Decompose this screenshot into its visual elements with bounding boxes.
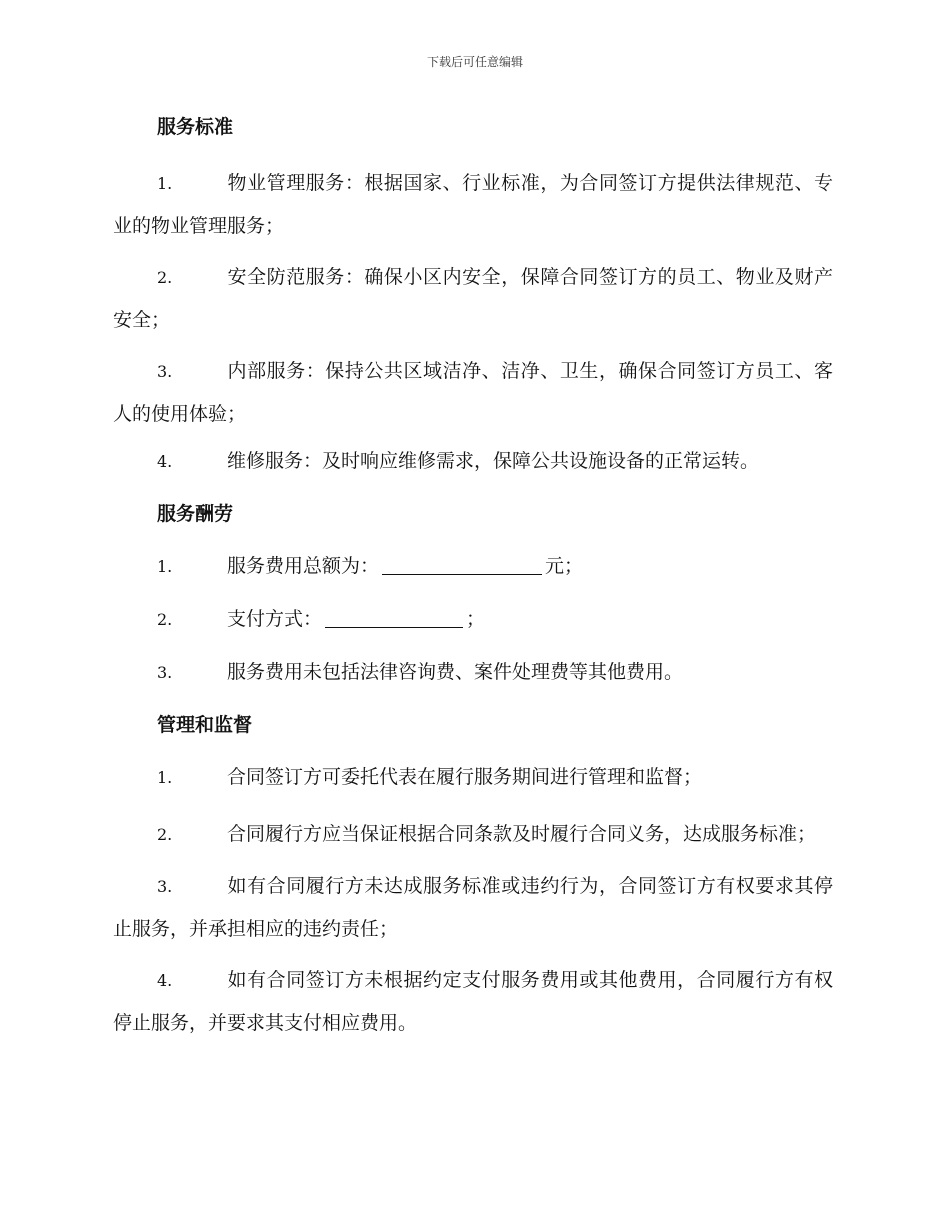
item-text: 合同履行方应当保证根据合同条款及时履行合同义务，达成服务标准； (227, 823, 817, 845)
list-item (113, 813, 833, 856)
fill-in-blank (382, 554, 542, 575)
item-number: 1. (157, 557, 173, 576)
list-item (113, 162, 833, 247)
list-item (113, 549, 833, 584)
document-body (113, 110, 833, 1053)
section-title: 服务酬劳 (157, 503, 234, 525)
item-number: 2. (157, 268, 173, 287)
item-text: 内部服务：保持公共区域洁净、洁净、卫生，确保合同签订方员工、客人的使用体验； (113, 360, 833, 425)
list-item (113, 959, 833, 1044)
section-title: 管理和监督 (157, 714, 253, 736)
item-number: 1. (157, 768, 173, 787)
item-text: 服务费用未包括法律咨询费、案件处理费等其他费用。 (227, 661, 684, 683)
item-number: 3. (157, 663, 173, 682)
list-item (113, 760, 833, 795)
list-item (113, 655, 833, 690)
list-item (113, 256, 833, 341)
item-text: 物业管理服务：根据国家、行业标准，为合同签订方提供法律规范、专业的物业管理服务； (113, 172, 833, 237)
item-text-suffix: 元； (545, 555, 584, 577)
item-number: 4. (157, 971, 173, 990)
item-text: 维修服务：及时响应维修需求，保障公共设施设备的正常运转。 (227, 450, 760, 472)
item-number: 3. (157, 362, 173, 381)
item-text: 服务费用总额为： (227, 555, 380, 577)
item-number: 1. (157, 174, 173, 193)
section-title: 服务标准 (157, 116, 234, 138)
item-number: 4. (157, 452, 173, 471)
fill-in-blank (325, 607, 463, 628)
item-text: 如有合同履行方未达成服务标准或违约行为，合同签订方有权要求其停止服务，并承担相应的违约责任； (113, 875, 833, 940)
list-item (113, 865, 833, 950)
item-number: 3. (157, 877, 173, 896)
item-text: 如有合同签订方未根据约定支付服务费用或其他费用，合同履行方有权停止服务，并要求其支付相应费用。 (113, 969, 833, 1034)
page-header: 下载后可任意编辑 (426, 55, 523, 69)
list-item (113, 444, 833, 479)
list-item (113, 602, 833, 637)
item-text: 合同签订方可委托代表在履行服务期间进行管理和监督； (227, 766, 703, 788)
item-text: 安全防范服务：确保小区内安全，保障合同签订方的员工、物业及财产安全； (113, 266, 833, 331)
item-number: 2. (157, 825, 173, 844)
item-number: 2. (157, 610, 173, 629)
list-item (113, 350, 833, 435)
item-text: 支付方式： (227, 608, 323, 630)
item-text-suffix: ； (466, 608, 486, 630)
